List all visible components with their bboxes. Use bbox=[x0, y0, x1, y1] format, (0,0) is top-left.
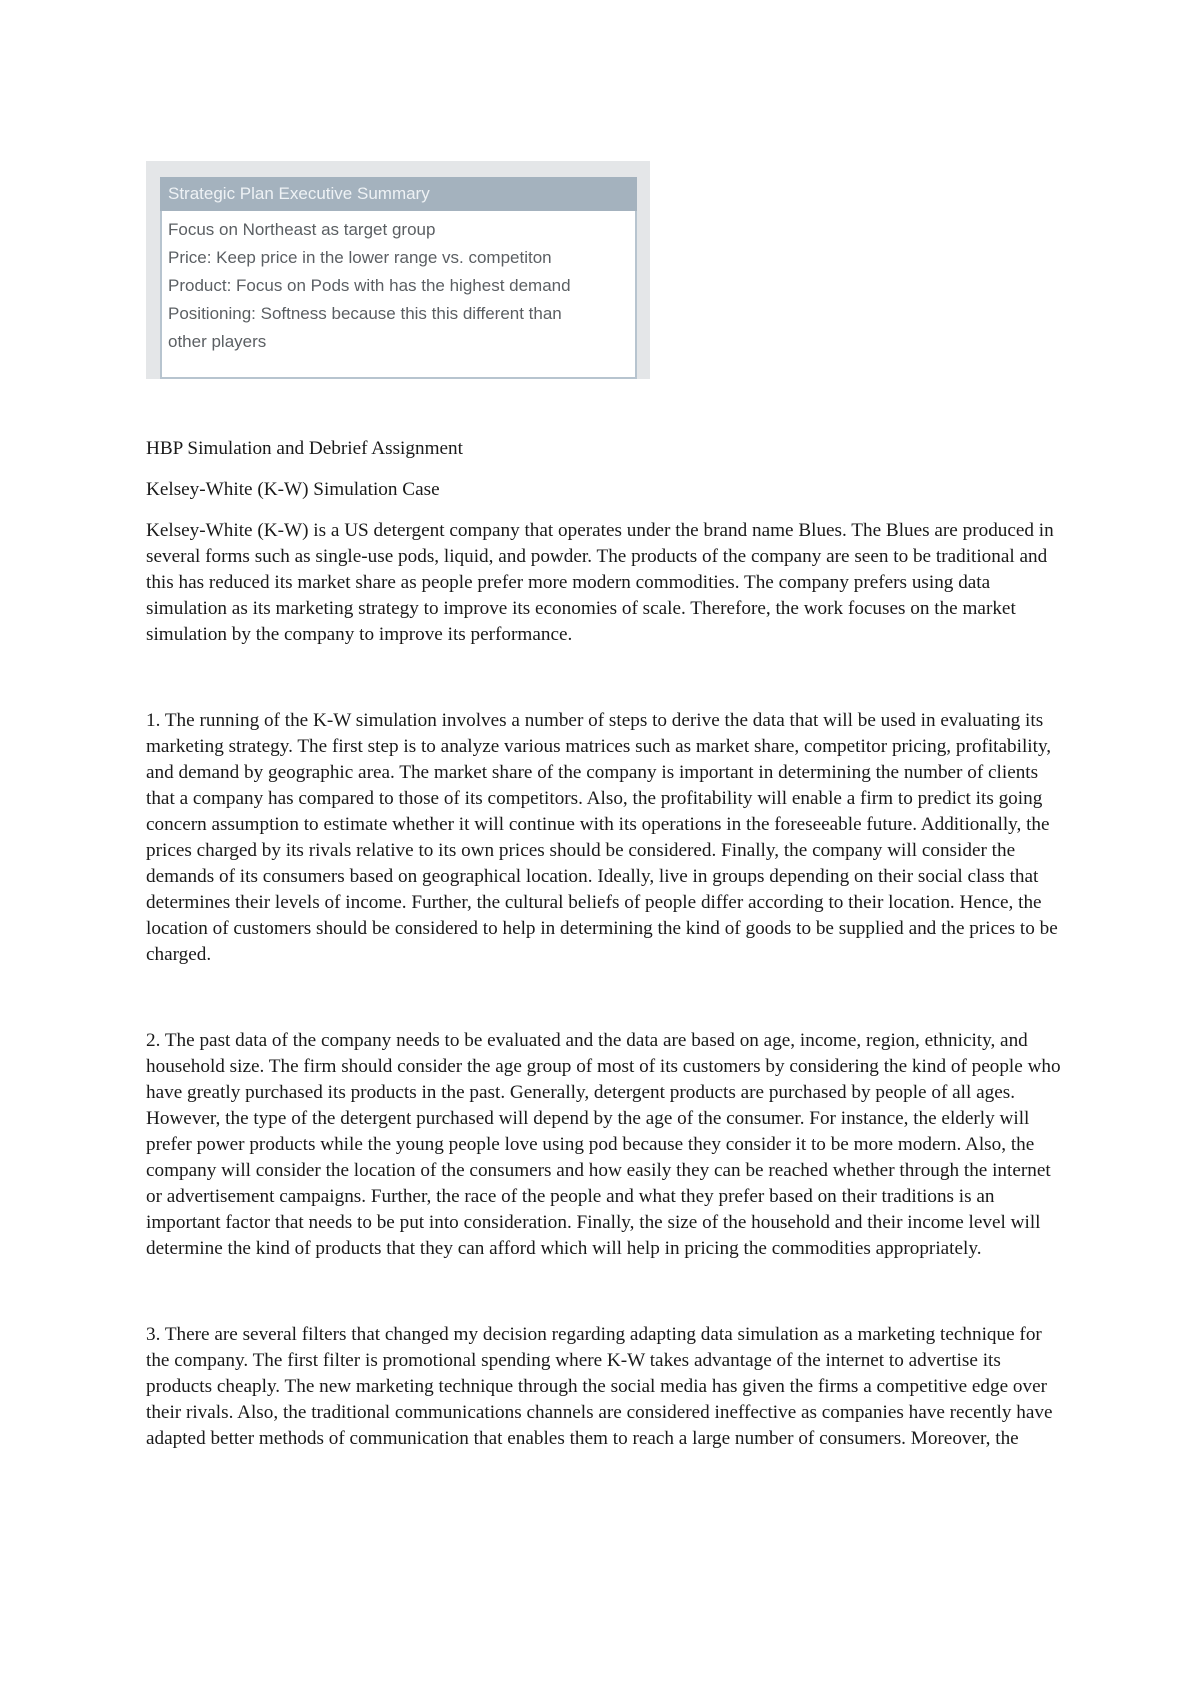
summary-panel-body bbox=[160, 211, 637, 379]
paragraph-1: 1. The running of the K-W simulation involves a number of steps to derive the data that will be used in evaluating its marketing strategy. The first step is to analyze various matrices such as market share, competitor pricing, profitability, and demand by geographic area. The market share of the company is important in determining the number of clients that a company has compared to those of its competitors. Also, the profitability will enable a firm to predict its going concern assumption to estimate whether it will continue with its operations in the foreseeable future. Additionally, the prices charged by its rivals relative to its own prices should be considered. Finally, the company will consider the demands of its consumers based on geographical location. Ideally, live in groups depending on their social class that determines their levels of income. Further, the cultural beliefs of people differ according to their location. Hence, the location of customers should be considered to help in determining the kind of goods to be supplied and the prices to be charged. bbox=[146, 710, 1058, 965]
document-body bbox=[146, 436, 1066, 1452]
summary-line: Product: Focus on Pods with has the highest demand bbox=[168, 276, 571, 295]
intro-paragraph: Kelsey-White (K-W) is a US detergent company that operates under the brand name Blues. The Blues are produced in several forms such as single-use pods, liquid, and powder. The products of the company are seen to be traditional and this has reduced its market share as people prefer more modern commodities. The company prefers using data simulation as its marketing strategy to improve its economies of scale. Therefore, the work focuses on the market simulation by the company to improve its performance. bbox=[146, 520, 1054, 645]
paragraph-2: 2. The past data of the company needs to be evaluated and the data are based on age, income, region, ethnicity, and household size. The firm should consider the age group of most of its customers by considering the kind of people who have greatly purchased its products in the past. Generally, detergent products are purchased by people of all ages. However, the type of the detergent purchased will depend by the age of the consumer. For instance, the elderly will prefer power products while the young people love using pod because they consider it to be more modern. Also, the company will consider the location of the consumers and how easily they can be reached whether through the internet or advertisement campaigns. Further, the race of the people and what they prefer based on their traditions is an important factor that needs to be put into consideration. Finally, the size of the household and their income level will determine the kind of products that they can afford which will help in pricing the commodities appropriately. bbox=[146, 1030, 1061, 1259]
summary-line: Focus on Northeast as target group bbox=[168, 220, 436, 239]
executive-summary-screenshot bbox=[146, 161, 650, 379]
assignment-title: HBP Simulation and Debrief Assignment bbox=[146, 438, 463, 459]
summary-panel bbox=[160, 177, 637, 379]
summary-line: other players bbox=[168, 332, 267, 351]
summary-line: Price: Keep price in the lower range vs. competiton bbox=[168, 248, 552, 267]
paragraph-3: 3. There are several filters that changed my decision regarding adapting data simulation as a marketing technique for the company. The first filter is promotional spending where K-W takes advantage of the internet to advertise its products cheaply. The new marketing technique through the social media has given the firms a competitive edge over their rivals. Also, the traditional communications channels are considered ineffective as companies have recently have adapted better methods of communication that enables them to reach a large number of consumers. Moreover, the bbox=[146, 1324, 1053, 1449]
case-title: Kelsey-White (K-W) Simulation Case bbox=[146, 479, 440, 500]
summary-line: Positioning: Softness because this this different than bbox=[168, 304, 562, 323]
summary-panel-title: Strategic Plan Executive Summary bbox=[160, 177, 637, 211]
